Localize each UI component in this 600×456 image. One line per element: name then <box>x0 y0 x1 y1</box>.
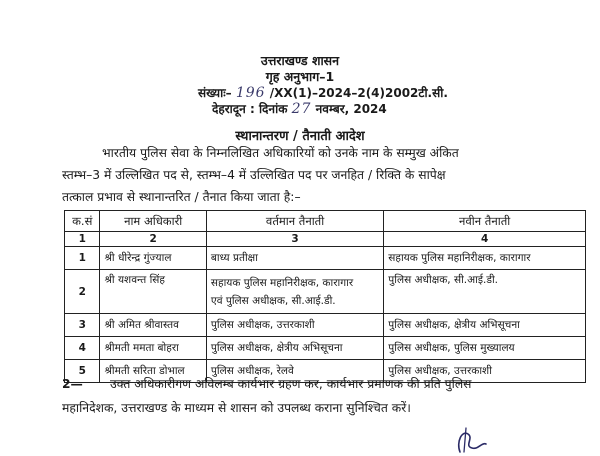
header-name: नाम अधिकारी <box>100 211 206 232</box>
number-handwritten: 196 <box>235 85 266 101</box>
column-number: 4 <box>384 232 586 247</box>
cell-sno: 1 <box>65 247 100 270</box>
government-heading: उत्तराखण्ड शासन <box>260 53 340 68</box>
cell-current-line-1: सहायक पुलिस महानिरीक्षक, कारागार <box>210 276 354 289</box>
cell-new: पुलिस अधीक्षक, उत्तरकाशी <box>384 360 586 383</box>
month-year: नवम्बर, 2024 <box>315 102 387 116</box>
paragraph-1-line-3: तत्काल प्रभाव से स्थानान्तरित / तैनात किया जाता है:– <box>62 190 301 204</box>
cell-new: पुलिस अधीक्षक, सी.आई.डी. <box>384 270 586 314</box>
department-heading: गृह अनुभाग–1 <box>265 69 335 84</box>
table-row <box>65 270 586 314</box>
cell-current: पुलिस अधीक्षक, रेलवे <box>206 360 383 383</box>
cell-current-line-2: एवं पुलिस अधीक्षक, सी.आई.डी. <box>210 294 336 307</box>
cell-sno: 4 <box>65 337 100 360</box>
cell-name: श्रीमती ममता बोहरा <box>100 337 206 360</box>
cell-new: सहायक पुलिस महानिरीक्षक, कारागार <box>384 247 586 270</box>
cell-sno: 3 <box>65 314 100 337</box>
cell-new: पुलिस अधीक्षक, पुलिस मुख्यालय <box>384 337 586 360</box>
number-rest: /XX(1)–2024–2(4)2002टी.सी. <box>269 86 448 100</box>
cell-name: श्री यशवन्त सिंह <box>100 270 206 314</box>
paragraph-2-line-1-text: उक्त अधिकारीगण अविलम्ब कार्यभार ग्रहण कर, कार्यभार प्रमाणक की प्रति पुलिस <box>110 377 472 391</box>
cell-current: पुलिस अधीक्षक, उत्तरकाशी <box>206 314 383 337</box>
date-handwritten: 27 <box>291 101 312 117</box>
cell-current: पुलिस अधीक्षक, क्षेत्रीय अभिसूचना <box>206 337 383 360</box>
cell-name: श्री धीरेन्द्र गुंज्याल <box>100 247 206 270</box>
place-date <box>212 100 387 117</box>
cell-sno: 2 <box>65 270 100 314</box>
paragraph-2-number: 2— <box>62 377 83 391</box>
cell-new: पुलिस अधीक्षक, क्षेत्रीय अभिसूचना <box>384 314 586 337</box>
paragraph-1-line-2: स्तम्भ–3 में उल्लिखित पद से, स्तम्भ–4 में उल्लिखित पद पर जनहित / रिक्ति के सापेक्ष <box>62 168 446 182</box>
number-label: संख्याः– <box>198 86 232 100</box>
cell-current <box>206 270 383 314</box>
paragraph-1 <box>62 142 582 208</box>
header-sno: क.सं <box>65 211 100 232</box>
column-number-row <box>65 232 586 247</box>
paragraph-2-line-1 <box>62 372 582 396</box>
header-new-posting: नवीन तैनाती <box>384 211 586 232</box>
column-number: 2 <box>100 232 206 247</box>
table-row <box>65 314 586 337</box>
order-number <box>198 84 448 101</box>
column-number: 3 <box>206 232 383 247</box>
place-date-label: देहरादून : दिनांक <box>212 102 288 116</box>
table-row <box>65 337 586 360</box>
transfer-table <box>64 210 586 383</box>
cell-current: बाध्य प्रतीक्षा <box>206 247 383 270</box>
order-title: स्थानान्तरण / तैनाती आदेश <box>235 129 365 144</box>
paragraph-1-line-1: भारतीय पुलिस सेवा के निम्नलिखित अधिकारियों को उनके नाम के सम्मुख अंकित <box>102 146 459 160</box>
signature-mark <box>452 424 492 454</box>
paragraph-2 <box>62 372 582 420</box>
header-current-posting: वर्तमान तैनाती <box>206 211 383 232</box>
cell-name: श्रीमती सरिता डोभाल <box>100 360 206 383</box>
column-number: 1 <box>65 232 100 247</box>
cell-sno: 5 <box>65 360 100 383</box>
table-row <box>65 247 586 270</box>
paragraph-2-line-2: महानिदेशक, उत्तराखण्ड के माध्यम से शासन को उपलब्ध कराना सुनिश्चित करें। <box>62 401 411 415</box>
table-header-row <box>65 211 586 232</box>
cell-name: श्री अमित श्रीवास्तव <box>100 314 206 337</box>
